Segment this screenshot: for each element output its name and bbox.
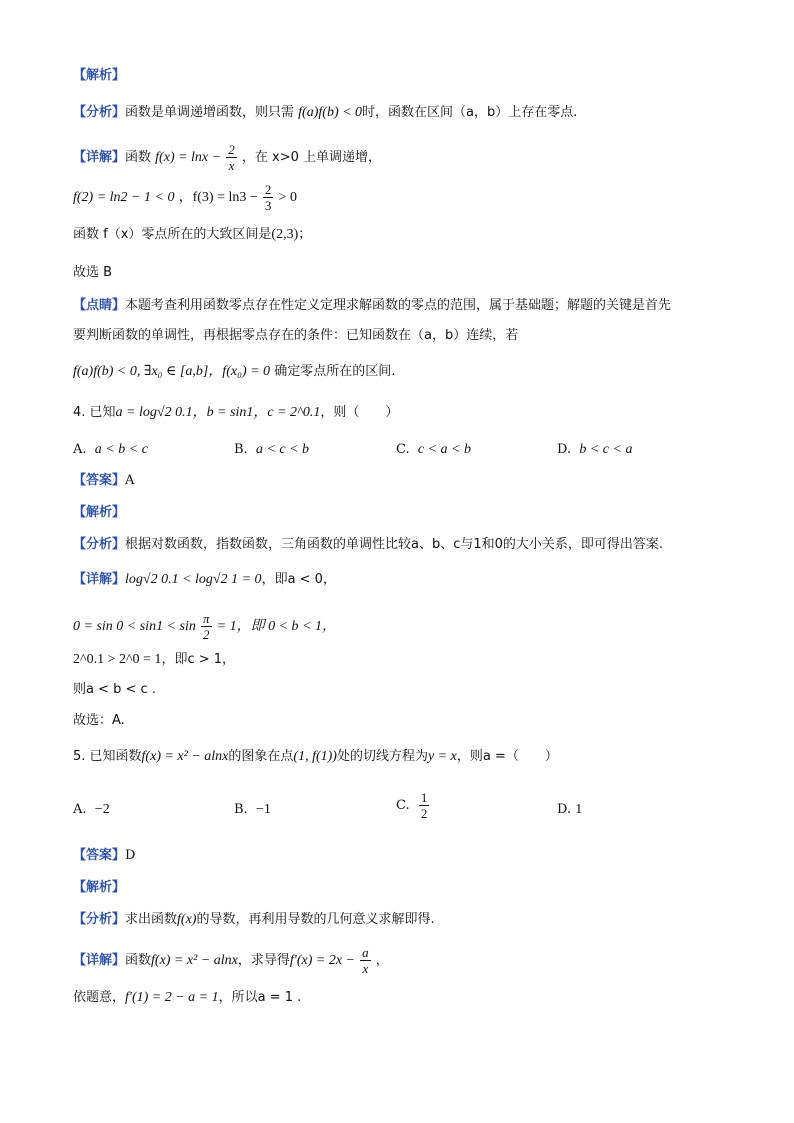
q4-jiexi-label: 【解析】 [73,505,126,520]
q4-answer: 【答案】A [73,473,135,488]
q4-choose: 故选：A. [73,713,125,728]
q4-xiangjie-2: 0 = sin 0 < sin1 < sin $\frac{\pi}{2}$ = 1，即 0 < b < 1， [73,611,336,642]
q3-xiangjie-line: 【详解】函数 f(x) = lnx − $\frac{2}{x}$ ，在 x>0 上单调递增， [73,142,382,173]
q4-xiangjie-1: 【详解】log√2 0.1 < log√2 1 = 0，即a < 0， [73,572,336,587]
q4-option-d: D. b < c < a [557,442,633,457]
fraction: $\frac{a}{x}$ [362,945,369,976]
q3-dianjing-2: 要判断函数的单调性，再根据零点存在的条件：已知函数在（a，b）连续，若 [73,328,519,343]
q3-dianjing-1: 【点睛】本题考查利用函数零点存在性定义定理求解函数的零点的范围，属于基础题；解题的关键是首先 [73,298,672,313]
q4-stem: 4. 已知a = log√2 0.1，b = sin1，c = 2^0.1，则（ ） [73,405,399,420]
q4-fenxi: 【分析】根据对数函数，指数函数，三角函数的单调性比较a、b、c与1和0的大小关系，即可得出答案. [73,537,664,552]
q5-answer: 【答案】D [73,848,136,863]
q3-dianjing-3: f(a)f(b) < 0, ∃x₀ ∈ [a,b]，f(x₀) = 0 确定零点所在的区间. [73,364,396,379]
q5-option-b: B. −1 [234,802,271,817]
q4-option-b: B. a < c < b [234,442,310,457]
q4-option-a: A. a < b < c [73,442,148,457]
fraction: $\frac{1}{2}$ [420,790,428,821]
q3-jiexi-label: 【解析】 [73,68,126,83]
q4-option-c: C. c < a < b [396,442,471,457]
q5-jiexi-label: 【解析】 [73,880,126,895]
q3-zone-line: 函数 f（x）零点所在的大致区间是(2,3)； [73,227,312,242]
q5-last-line: 依题意，f′(1) = 2 − a = 1，所以a = 1 . [73,990,302,1005]
fraction: $\frac{2}{x}$ [228,142,235,173]
q5-fenxi: 【分析】求出函数f(x)的导数，再利用导数的几何意义求解即得. [73,912,435,927]
q3-values-line: f(2) = ln2 − 1 < 0 ，f(3) = ln3 − $\frac{2}{3}$ > 0 [73,182,297,213]
fraction: $\frac{2}{3}$ [264,182,272,213]
fraction: $\frac{\pi}{2}$ [203,611,210,642]
q5-xiangjie: 【详解】函数f(x) = x² − alnx，求导得f′(x) = 2x − $\frac{a}{x}$ ， [73,945,389,976]
q5-option-d: D. 1 [557,802,583,817]
q5-option-c: C. $\frac{1}{2}$ [396,790,428,821]
q5-option-a: A. −2 [73,802,110,817]
q3-choose: 故选 B [73,265,113,280]
q4-xiangjie-3: 2^0.1 > 2^0 = 1，即c > 1， [73,652,236,667]
q5-stem: 5. 已知函数f(x) = x² − alnx的图象在点(1, f(1))处的切线方程为y = x，则a =（ ） [73,749,558,764]
q4-xiangjie-4: 则a < b < c . [73,682,156,697]
q3-fenxi-line: 【分析】函数是单调递增函数，则只需 f(a)f(b) < 0时，函数在区间（a，b）上存在零点. [73,105,578,120]
